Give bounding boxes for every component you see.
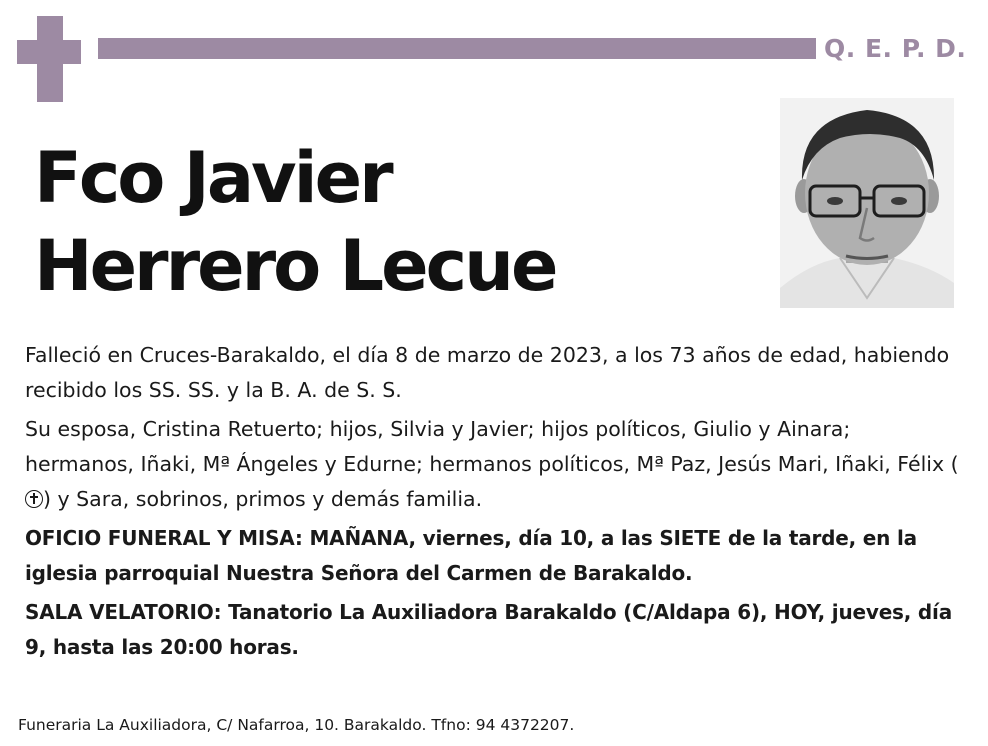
family-list: [25, 412, 960, 517]
family-list-part1: Su esposa, Cristina Retuerto; hijos, Silvia y Javier; hijos políticos, Giulio y Ainara; hermanos, Iñaki, Mª Ángeles y Edurne; hermanos políticos, Mª Paz, Jesús Mari, Iñaki, Félix (: [25, 417, 959, 476]
cross-icon-horizontal: [17, 40, 81, 64]
deceased-cross-icon: [25, 490, 43, 508]
portrait-illustration: [780, 98, 954, 308]
portrait-photo: [780, 98, 954, 308]
obituary-body: [25, 338, 960, 669]
header-bar: [98, 38, 816, 59]
wake-room: SALA VELATORIO: Tanatorio La Auxiliadora Barakaldo (C/Aldapa 6), HOY, jueves, día 9, hasta las 20:00 horas.: [25, 600, 952, 659]
family-list-part2: ) y Sara, sobrinos, primos y demás familia.: [43, 487, 483, 511]
deceased-name: [34, 134, 555, 310]
death-announcement: Falleció en Cruces-Barakaldo, el día 8 de marzo de 2023, a los 73 años de edad, habiendo recibido los SS. SS. y la B. A. de S. S.: [25, 343, 950, 402]
name-line-2: Herrero Lecue: [34, 225, 556, 307]
name-line-1: Fco Javier: [34, 137, 391, 219]
qepd-label: Q. E. P. D.: [824, 34, 967, 63]
funeral-home-footer: Funeraria La Auxiliadora, C/ Nafarroa, 10. Barakaldo. Tfno: 94 4372207.: [18, 716, 575, 734]
funeral-service: OFICIO FUNERAL Y MISA: MAÑANA, viernes, día 10, a las SIETE de la tarde, en la iglesia parroquial Nuestra Señora del Carmen de Barakaldo.: [25, 526, 917, 585]
